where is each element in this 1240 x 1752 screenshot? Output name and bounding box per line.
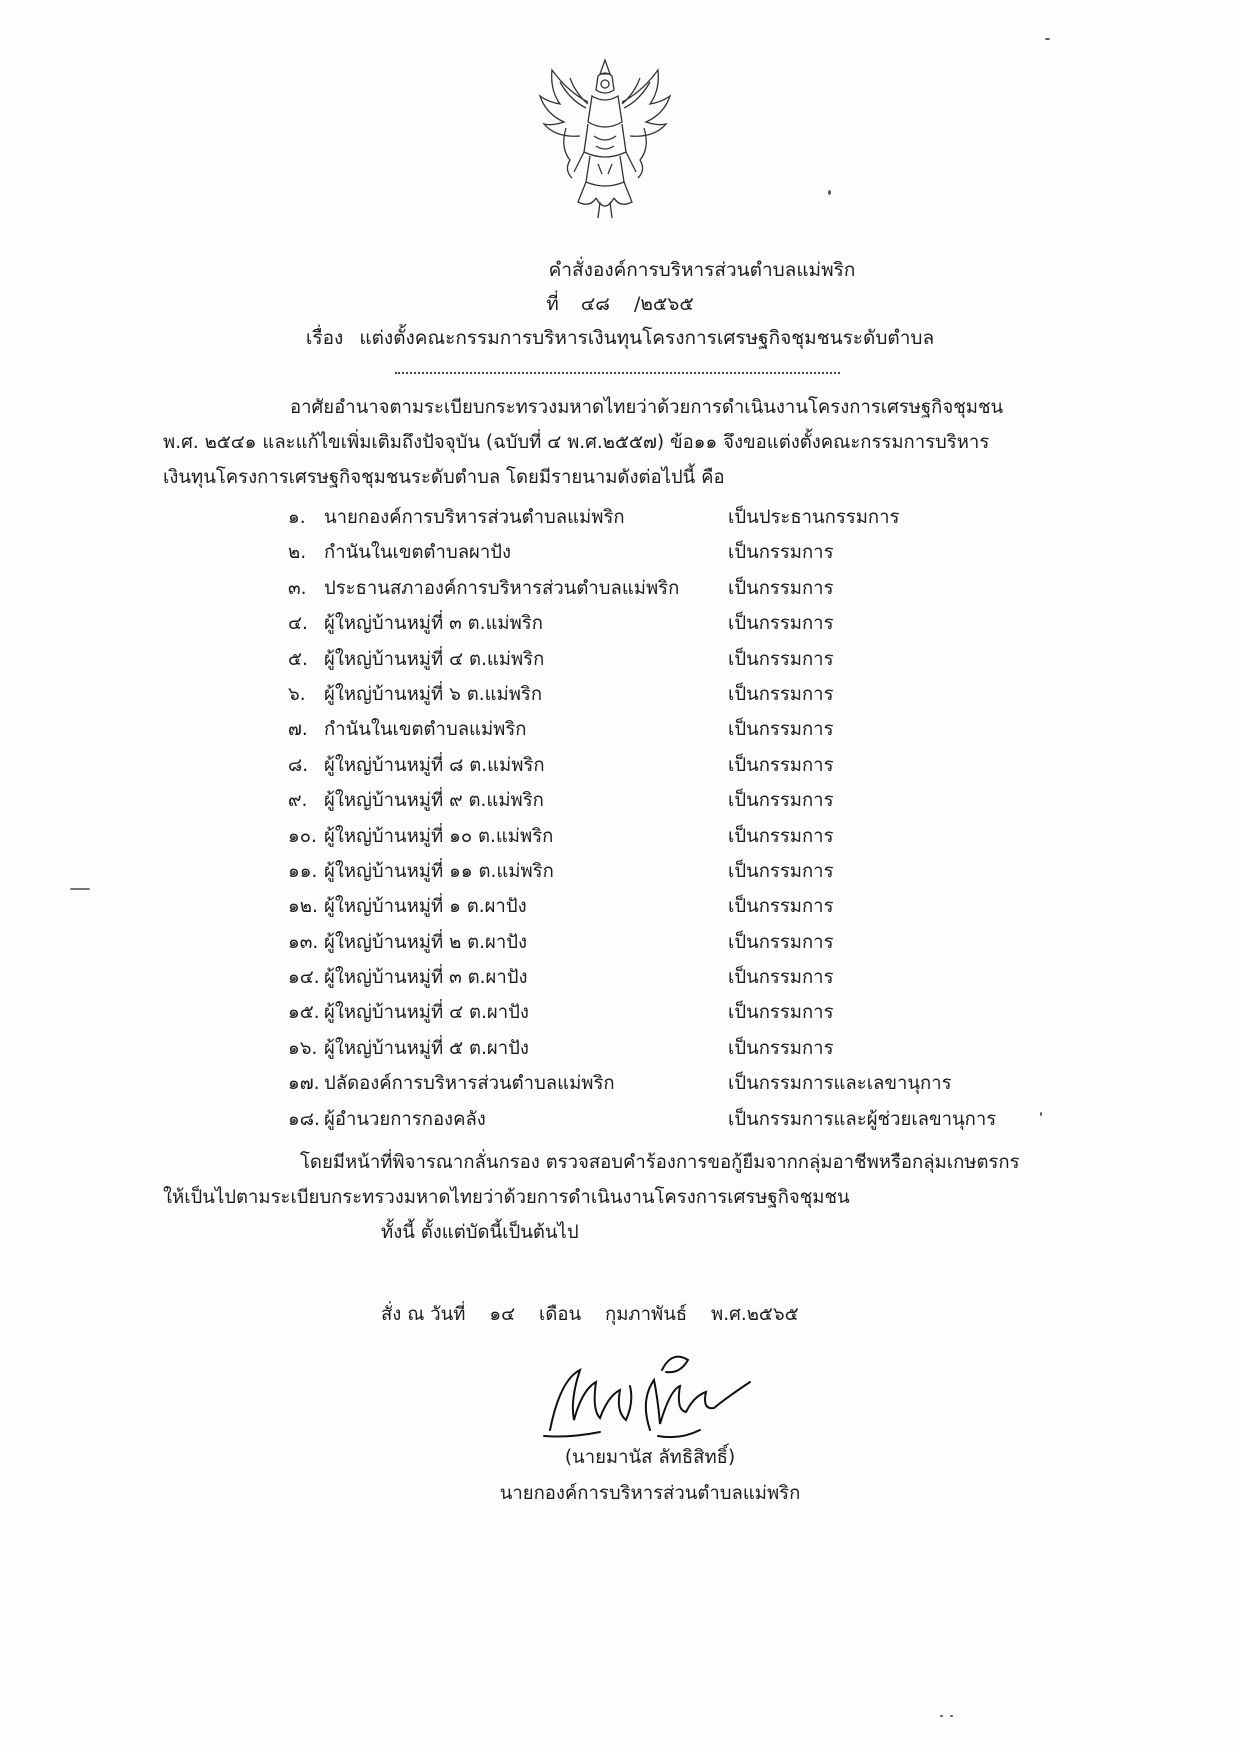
scan-speck	[828, 190, 831, 195]
member-number: ๔.	[288, 613, 308, 635]
member-name: ผู้ใหญ่บ้านหมู่ที่ ๓ ต.แม่พริก	[324, 613, 543, 635]
intro-line-3: เงินทุนโครงการเศรษฐกิจชุมชนระดับตำบล โดยมีรายนามดังต่อไปนี้ คือ	[163, 467, 725, 488]
member-number: ๕.	[288, 648, 308, 670]
member-role: เป็นกรรมการ	[728, 967, 834, 989]
intro-line-2: พ.ศ. ๒๕๔๑ และแก้ไขเพิ่มเติมถึงปัจจุบัน (ฉบับที่ ๔ พ.ศ.๒๕๕๗) ข้อ๑๑ จึงขอแต่งตั้งคณะกรรมการบริหาร	[163, 432, 990, 453]
member-name: ประธานสภาองค์การบริหารส่วนตำบลแม่พริก	[324, 577, 680, 599]
signer-name: (นายมานัส ลัทธิสิทธิ์)	[564, 1447, 736, 1468]
member-row	[288, 819, 1048, 854]
member-role: เป็นกรรมการ	[728, 1002, 834, 1024]
member-role: เป็นกรรมการ	[728, 860, 834, 882]
member-role: เป็นกรรมการและเลขานุการ	[728, 1073, 952, 1095]
member-row	[288, 1031, 1048, 1066]
scan-speck	[70, 888, 90, 890]
order-year: /๒๕๖๕	[633, 293, 694, 315]
member-row	[288, 748, 1048, 783]
member-role: เป็นประธานกรรมการ	[728, 507, 900, 528]
order-number-value: ๔๘	[580, 293, 610, 315]
member-role: เป็นกรรมการและผู้ช่วยเลขานุการ	[728, 1108, 997, 1130]
date-month-label: เดือน	[539, 1304, 582, 1325]
member-row	[288, 677, 1048, 712]
member-name: ผู้ใหญ่บ้านหมู่ที่ ๔ ต.แม่พริก	[324, 648, 545, 670]
member-name: ผู้ใหญ่บ้านหมู่ที่ ๑๐ ต.แม่พริก	[324, 825, 554, 847]
member-role: เป็นกรรมการ	[728, 790, 834, 812]
member-row	[288, 1102, 1048, 1137]
scan-speck	[940, 1715, 943, 1717]
member-role: เป็นกรรมการ	[728, 613, 834, 635]
duty-line-3: ทั้งนี้ ตั้งแต่บัดนี้เป็นต้นไป	[381, 1222, 579, 1243]
member-number: ๑.	[288, 507, 306, 528]
member-role: เป็นกรรมการ	[728, 577, 834, 599]
member-role: เป็นกรรมการ	[728, 754, 834, 776]
order-title: คำสั่งองค์การบริหารส่วนตำบลแม่พริก	[548, 259, 856, 281]
member-role: เป็นกรรมการ	[728, 683, 834, 705]
member-row	[288, 606, 1048, 641]
order-date	[381, 1300, 817, 1329]
member-row	[288, 925, 1048, 960]
member-name: ผู้ใหญ่บ้านหมู่ที่ ๘ ต.แม่พริก	[324, 754, 545, 776]
member-number: ๑๐.	[288, 825, 317, 847]
member-row	[288, 642, 1048, 677]
member-role: เป็นกรรมการ	[728, 825, 834, 847]
member-number: ๘.	[288, 754, 309, 776]
member-row	[288, 571, 1048, 606]
member-name: ผู้ใหญ่บ้านหมู่ที่ ๙ ต.แม่พริก	[324, 790, 544, 812]
garuda-emblem-icon	[530, 52, 680, 222]
member-name: กำนันในเขตตำบลผาปัง	[324, 542, 512, 564]
member-number: ๑๒.	[288, 896, 318, 918]
duty-line-2: ให้เป็นไปตามระเบียบกระทรวงมหาดไทยว่าด้วยการดำเนินงานโครงการเศรษฐกิจชุมชน	[163, 1187, 850, 1208]
scan-speck	[1045, 38, 1050, 40]
member-role: เป็นกรรมการ	[728, 719, 834, 741]
member-name: ผู้ใหญ่บ้านหมู่ที่ ๖ ต.แม่พริก	[324, 683, 543, 705]
member-name: ผู้ใหญ่บ้านหมู่ที่ ๓ ต.ผาปัง	[324, 967, 528, 989]
member-row	[288, 500, 1048, 535]
member-number: ๑๘.	[288, 1108, 320, 1130]
member-row	[288, 960, 1048, 995]
member-role: เป็นกรรมการ	[728, 931, 834, 953]
member-number: ๗.	[288, 719, 308, 741]
member-name: ปลัดองค์การบริหารส่วนตำบลแม่พริก	[324, 1073, 615, 1095]
duty-line-1: โดยมีหน้าที่พิจารณากลั่นกรอง ตรวจสอบคำร้องการขอกู้ยืมจากกลุ่มอาชีพหรือกลุ่มเกษตรกร	[300, 1152, 1020, 1173]
member-name: ผู้อำนวยการกองคลัง	[324, 1108, 486, 1130]
member-number: ๑๓.	[288, 931, 319, 953]
member-row	[288, 535, 1048, 570]
member-name: ผู้ใหญ่บ้านหมู่ที่ ๔ ต.ผาปัง	[324, 1002, 529, 1024]
member-number: ๙.	[288, 790, 308, 812]
member-role: เป็นกรรมการ	[728, 896, 834, 918]
subject-label: เรื่อง	[305, 327, 344, 349]
member-number: ๑๔.	[288, 967, 320, 989]
member-row	[288, 854, 1048, 889]
intro-line-1: อาศัยอำนาจตามระเบียบกระทรวงมหาดไทยว่าด้วยการดำเนินงานโครงการเศรษฐกิจชุมชน	[290, 397, 1004, 418]
member-number: ๖.	[288, 683, 306, 705]
scan-speck	[950, 1715, 953, 1717]
order-number-label: ที่	[546, 293, 559, 315]
member-row	[288, 1066, 1048, 1101]
dotted-divider	[395, 372, 840, 374]
signer-position: นายกองค์การบริหารส่วนตำบลแม่พริก	[499, 1483, 801, 1504]
date-month: กุมภาพันธ์	[605, 1304, 688, 1325]
member-list	[288, 500, 1048, 1137]
date-prefix: สั่ง ณ วันที่	[381, 1304, 466, 1325]
subject-text: แต่งตั้งคณะกรรมการบริหารเงินทุนโครงการเศรษฐกิจชุมชนระดับตำบล	[359, 327, 935, 349]
member-role: เป็นกรรมการ	[728, 648, 834, 670]
order-number	[0, 289, 1240, 319]
handwritten-signature	[530, 1340, 760, 1450]
member-name: กำนันในเขตตำบลแม่พริก	[324, 719, 527, 741]
member-number: ๒.	[288, 542, 307, 564]
order-subject	[0, 323, 1240, 353]
member-number: ๑๖.	[288, 1037, 318, 1059]
member-name: ผู้ใหญ่บ้านหมู่ที่ ๕ ต.ผาปัง	[324, 1037, 529, 1059]
member-row	[288, 995, 1048, 1030]
member-number: ๑๑.	[288, 860, 318, 882]
member-row	[288, 712, 1048, 747]
date-year: พ.ศ.๒๕๖๕	[711, 1304, 799, 1325]
date-day: ๑๔	[489, 1304, 516, 1325]
member-row	[288, 889, 1048, 924]
scan-speck	[1040, 1112, 1042, 1116]
member-row	[288, 783, 1048, 818]
member-role: เป็นกรรมการ	[728, 1037, 834, 1059]
member-number: ๑๕.	[288, 1002, 320, 1024]
member-number: ๓.	[288, 577, 307, 599]
member-name: นายกองค์การบริหารส่วนตำบลแม่พริก	[324, 507, 625, 528]
member-name: ผู้ใหญ่บ้านหมู่ที่ ๑๑ ต.แม่พริก	[324, 860, 554, 882]
member-role: เป็นกรรมการ	[728, 542, 834, 564]
member-name: ผู้ใหญ่บ้านหมู่ที่ ๒ ต.ผาปัง	[324, 931, 528, 953]
member-number: ๑๗.	[288, 1073, 320, 1095]
member-name: ผู้ใหญ่บ้านหมู่ที่ ๑ ต.ผาปัง	[324, 896, 527, 918]
